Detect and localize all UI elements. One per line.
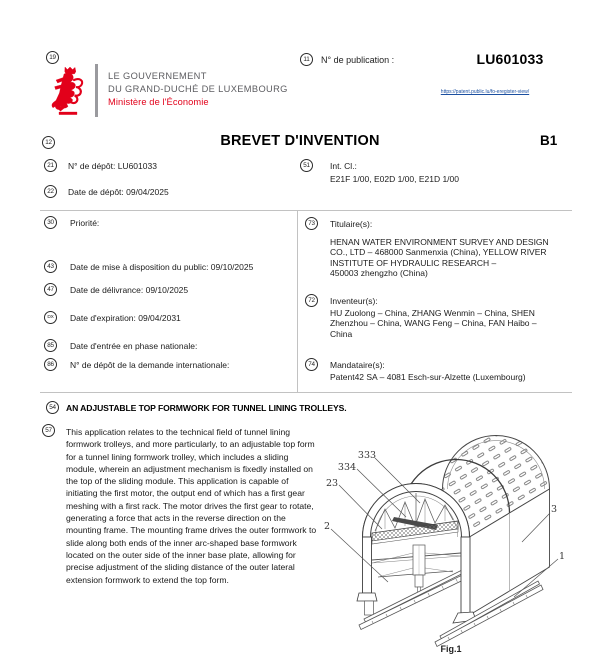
titulaire-line: CO., LTD – 468000 Sanmenxia (China), YELLOW RIVER (330, 247, 547, 258)
code-circle-74: 74 (305, 358, 318, 371)
code-circle-dx: DX (44, 311, 57, 324)
code-circle-54: 54 (46, 401, 59, 414)
lion-base (59, 112, 77, 115)
motor-box (415, 575, 423, 587)
demande-internationale: N° de dépôt de la demande internationale: (70, 360, 230, 370)
inventeur-label: Inventeur(s): (330, 296, 378, 306)
code-circle-11: 11 (300, 53, 313, 66)
titulaire-line: 450003 zhengzho (China) (330, 268, 428, 279)
divider-bottom (40, 392, 572, 393)
ministry-line: Ministère de l'Économie (108, 97, 209, 107)
figure-caption: Fig.1 (440, 644, 462, 654)
depot-number: N° de dépôt: LU601033 (68, 161, 157, 171)
label-3: 3 (550, 504, 558, 515)
date-delivrance: Date de délivrance: 09/10/2025 (70, 285, 189, 295)
label-1: 1 (558, 551, 566, 562)
int-cl-values: E21F 1/00, E02D 1/00, E21D 1/00 (330, 174, 460, 184)
date-expiration: Date d'expiration: 09/04/2031 (70, 313, 181, 323)
code-circle-86: 86 (44, 358, 57, 371)
code-circle-57: 57 (42, 424, 55, 437)
date-phase-nationale: Date d'entrée en phase nationale: (70, 341, 198, 351)
code-circle-12: 12 (42, 136, 55, 149)
code-circle-85: 85 (44, 339, 57, 352)
luxembourg-lion-logo (50, 66, 88, 116)
code-circle-30: 30 (44, 216, 57, 229)
register-link[interactable]: https://patent.public.lu/fo-eregister-view/ (440, 89, 530, 95)
divider-vertical (297, 210, 298, 392)
code-circle-73: 73 (305, 217, 318, 230)
titulaire-label: Titulaire(s): (330, 219, 373, 229)
code-circle-19: 19 (46, 51, 59, 64)
label-333: 333 (357, 450, 377, 461)
code-circle-47: 47 (44, 283, 57, 296)
mandataire-label: Mandataire(s): (330, 360, 385, 370)
gov-line1: LE GOUVERNEMENT (108, 71, 207, 81)
date-mise-disposition: Date de mise à disposition du public: 09/10/2025 (70, 262, 254, 272)
label-334: 334 (337, 462, 357, 473)
publication-number: LU601033 (476, 51, 544, 67)
titulaire-line: INSTITUTE OF HYDRAULIC RESEARCH – (330, 257, 497, 268)
code-circle-22: 22 (44, 185, 57, 198)
document-type-title: BREVET D'INVENTION (220, 133, 380, 149)
gov-line2: DU GRAND-DUCHÉ DE LUXEMBOURG (108, 84, 288, 94)
date-depot: Date de dépôt: 09/04/2025 (68, 187, 169, 197)
divider-top (40, 210, 572, 211)
label-2: 2 (323, 521, 331, 532)
mandataire-line: Patent42 SA – 4081 Esch-sur-Alzette (Luxembourg) (330, 372, 526, 382)
publication-label: N° de publication : (321, 55, 395, 65)
code-circle-21: 21 (44, 159, 57, 172)
label-23: 23 (325, 478, 339, 489)
titulaire-lines (330, 237, 549, 279)
titulaire-line: HENAN WATER ENVIRONMENT SURVEY AND DESIGN (330, 237, 549, 247)
invention-title: AN ADJUSTABLE TOP FORMWORK FOR TUNNEL LINING TROLLEYS. (66, 403, 347, 413)
kind-code: B1 (540, 133, 558, 148)
code-circle-72: 72 (305, 294, 318, 307)
inventeur-line: China (330, 328, 353, 339)
code-circle-51: 51 (300, 159, 313, 172)
inventeur-line: Zhenzhou – China, WANG Feng – China, FAN Haibo – (330, 318, 537, 329)
logo-divider (95, 64, 98, 117)
inventeur-line: HU Zuolong – China, ZHANG Wenmin – China, SHEN (330, 308, 535, 318)
int-cl-label: Int. Cl.: (330, 161, 357, 171)
code-circle-43: 43 (44, 260, 57, 273)
inventeur-lines (330, 308, 537, 339)
invention-abstract: This application relates to the technical field of tunnel lining formwork trolleys, and more particularly, to an adjustable top form for a tunnel lining formwork trolley, which includes a sliding module, wherein an adjustment mechanism is fixedly installed on the top of the sliding module. This application is capable of initiating the first motor, the output end of which has a first gear meshing with a first rack. The motor drives the first gear to rotate, generating a force that acts in the reverse direction on the mounting frame. The mounting frame drives the outer formwork to slide along both ends of the inner arc-shaped base formwork located on the outer side of the inner base plate, allowing for precise adjustment of the sliding distance of the outer lateral extension formwork to extend the top form. (66, 427, 317, 585)
priorite-label: Priorité: (70, 218, 100, 228)
lion-body (52, 73, 76, 110)
figure-fig1 (320, 425, 600, 660)
